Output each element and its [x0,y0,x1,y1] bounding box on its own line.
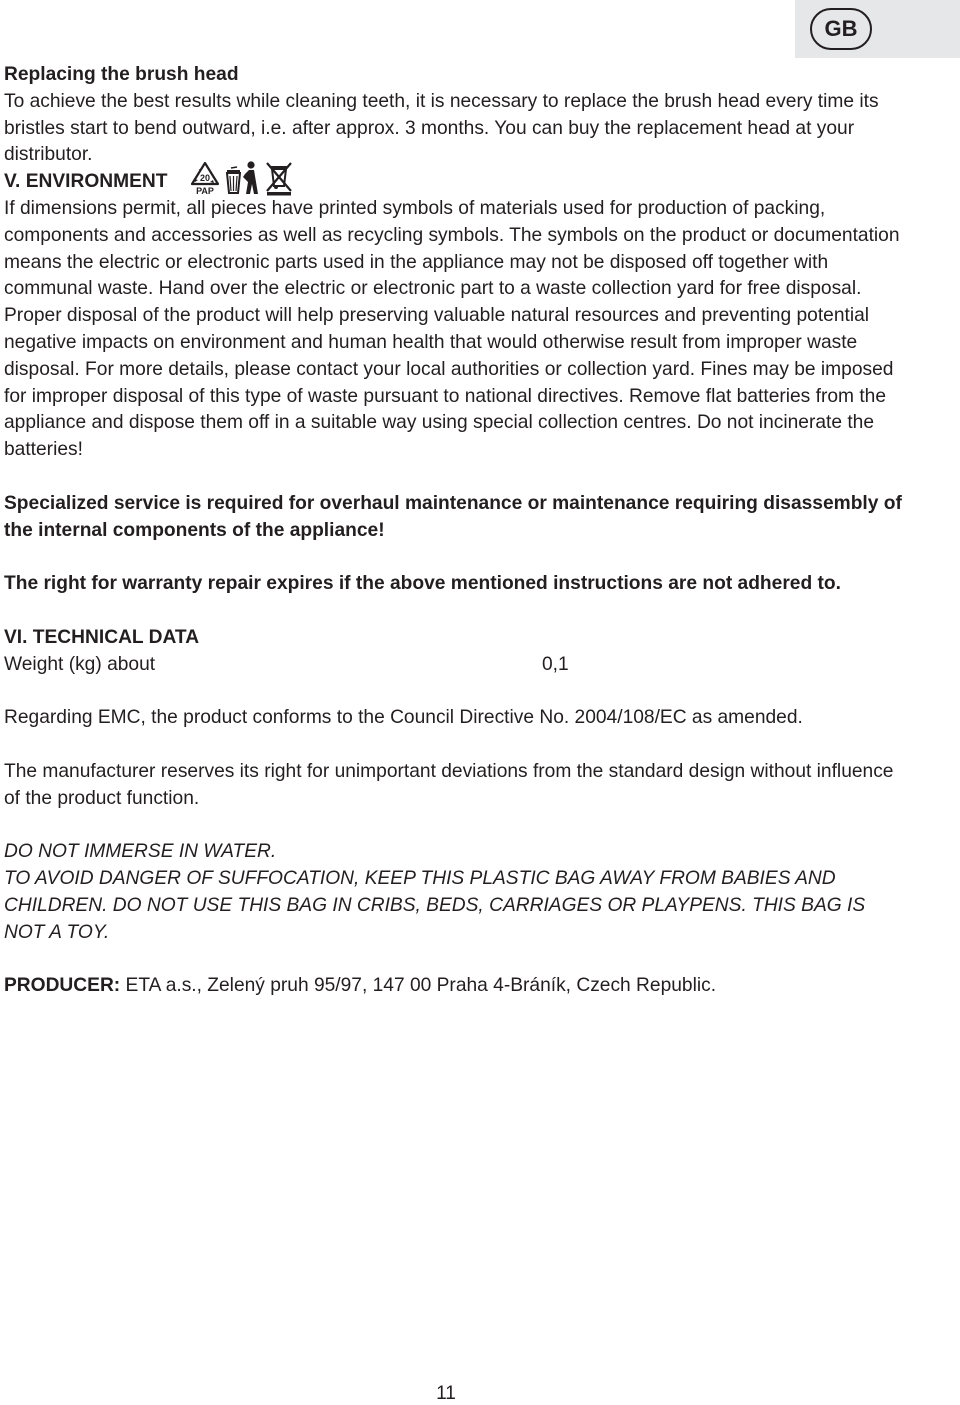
crossed-out-wheelie-bin-icon [263,160,295,196]
warning-suffocation: TO AVOID DANGER OF SUFFOCATION, KEEP THIS PLASTIC BAG AWAY FROM BABIES AND CHILDREN. DO NOT USE THIS BAG IN CRIBS, BEDS, CARRIAGES OR PLAYPENS. THIS BAG IS NOT A TOY. [4,867,866,943]
page-number: 11 [436,1383,456,1404]
language-badge: GB [810,8,872,50]
service-notice: Specialized service is required for overhaul maintenance or maintenance requiring disassembly of the internal components of the appliance! [4,492,902,541]
recycle-bin-person-icon [223,160,261,196]
environment-title: V. ENVIRONMENT [4,171,168,193]
recycling-code-label: 20 [200,172,211,183]
producer-address: ETA a.s., Zelený pruh 95/97, 147 00 Praha 4-Bráník, Czech Republic. [120,975,717,997]
technical-data-title: VI. TECHNICAL DATA [4,626,200,648]
warning-water: DO NOT IMMERSE IN WATER. [4,841,277,863]
producer-label: PRODUCER: [4,975,121,997]
brush-section-text: To achieve the best results while cleaning teeth, it is necessary to replace the brush head every time its bristles start to bend outward, i.e. after approx. 3 months. You can buy the replacement head at your distributor. [4,90,879,166]
environment-icons [189,160,297,196]
page-content [4,62,904,1000]
producer-info [4,973,904,1000]
recycling-pap-20-icon [189,160,221,196]
deviations-statement: The manufacturer reserves its right for unimportant deviations from the standard design without influence of the product function. [4,760,894,809]
environment-heading-row [4,169,904,196]
technical-data-label: Weight (kg) about [4,653,156,675]
technical-data-value: 0,1 [542,653,569,675]
environment-text: If dimensions permit, all pieces have printed symbols of materials used for production of packing, components and accessories as well as recycling symbols. The symbols on the product or documentation means the electric or electronic parts used in the appliance may not be disposed off together with communal waste. Hand over the electric or electronic part to a waste collection yard for free disposal. Proper disposal of the product will help preserving valuable natural resources and preventing potential negative impacts on environment and human health that would otherwise result from improper waste disposal. For more details, please contact your local authorities or collection yard. Fines may be imposed for improper disposal of this type of waste pursuant to national directives. Remove flat batteries from the appliance and dispose them off in a suitable way using special collection centres. Do not incinerate the batteries! [4,197,900,461]
emc-statement: Regarding EMC, the product conforms to the Council Directive No. 2004/108/EC as amended. [4,707,803,729]
recycling-material-label: PAP [196,185,215,196]
technical-data-row [4,652,904,679]
brush-section-title: Replacing the brush head [4,64,239,85]
warranty-notice: The right for warranty repair expires if the above mentioned instructions are not adhered to. [4,573,841,595]
